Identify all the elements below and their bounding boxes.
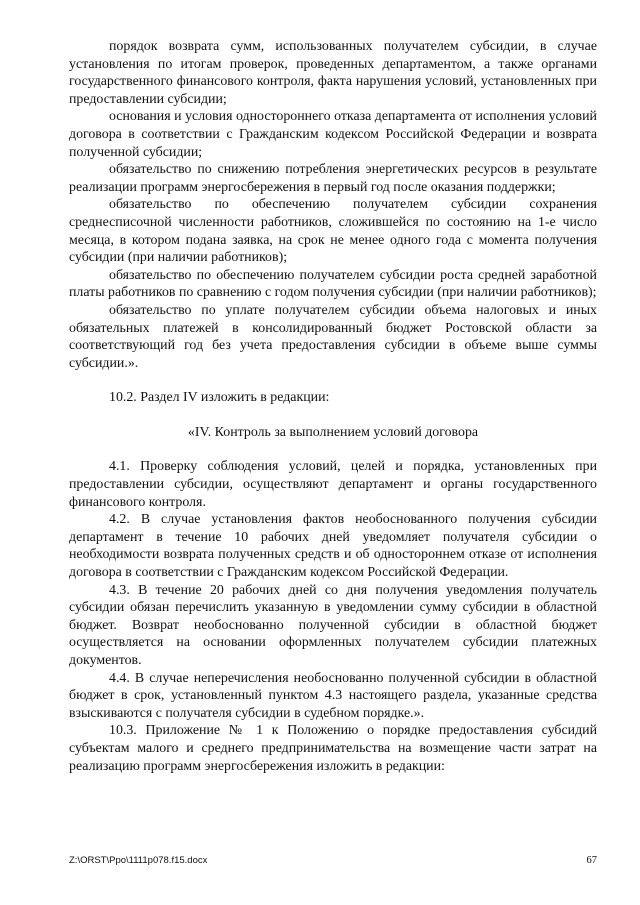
body-paragraph: 4.1. Проверку соблюдения условий, целей и порядка, установленных при предоставлении субсидии, осуществляют департамент и органы государственного финансового контроля. [69, 459, 597, 510]
blank-line [69, 407, 597, 424]
blank-line [69, 372, 597, 389]
body-paragraph: обязательство по обеспечению получателем субсидии роста средней заработной платы работников по сравнению с годом получения субсидии (при наличии работников); [69, 267, 597, 301]
page-footer [69, 855, 597, 869]
body-paragraph: порядок возврата сумм, использованных получателем субсидии, в случае установления по итогам проверок, проведенных департаментом, а также органами государственного финансового контроля, факта нарушения условий, установленных при предоставлении субсидии; [69, 39, 597, 107]
body-paragraph: обязательство по снижению потребления энергетических ресурсов в результате реализации программ энергосбережения в первый год после оказания поддержки; [69, 162, 597, 195]
body-paragraph: 4.3. В течение 20 рабочих дней со дня получения уведомления получатель субсидии обязан перечислить указанную в уведомлении сумму субсидии в областной бюджет. Возврат необоснованно полученной субсидии в областной бюджет осуществляется на основании оформленных получателем субсидии платежных документов. [69, 582, 597, 668]
body-paragraph: основания и условия одностороннего отказа департамента от исполнения условий договора в соответствии с Гражданским кодексом Российской Федерации и возврата полученной субсидии; [69, 109, 597, 160]
body-paragraph: 4.2. В случае установления фактов необоснованного получения субсидии департамент в течение 10 рабочих дней уведомляет получателя субсидии о необходимости возврата полученных средств и об одностороннем отказе от исполнения договора в соответствии с Гражданским кодексом Российской Федерации. [69, 512, 597, 581]
body-paragraph: 10.3. Приложение № 1 к Положению о порядке предоставления субсидий субъектам малого и среднего предпринимательства на возмещение части затрат на реализацию программ энергосбережения изложить в редакции: [69, 723, 597, 774]
section-heading: «IV. Контроль за выполнением условий договора [187, 424, 479, 440]
file-path: Z:\ORST\Ppo\1111p078.f15.docx [69, 855, 208, 866]
page-number: 67 [586, 855, 597, 866]
section-intro: 10.2. Раздел IV изложить в редакции: [109, 390, 330, 406]
blank-line [69, 441, 597, 458]
body-paragraph: обязательство по обеспечению получателем субсидии сохранения среднесписочной численности работников, сложившейся по состоянию на 1-е число месяца, в котором подана заявка, на срок не менее одного года с момента получения субсидии (при наличии работников); [69, 197, 597, 266]
body-paragraph: 4.4. В случае неперечисления необоснованно полученной субсидии в областной бюджет в срок, установленный пунктом 4.3 настоящего раздела, указанные средства взыскиваются с получателя субсидии в судебном порядке.». [69, 670, 597, 721]
body-paragraph: обязательство по уплате получателем субсидии объема налоговых и иных обязательных платежей в консолидированный бюджет Ростовской области за соответствующий год без учета предоставления субсидии в объеме выше суммы субсидии.». [69, 302, 597, 371]
document-body [69, 38, 597, 775]
